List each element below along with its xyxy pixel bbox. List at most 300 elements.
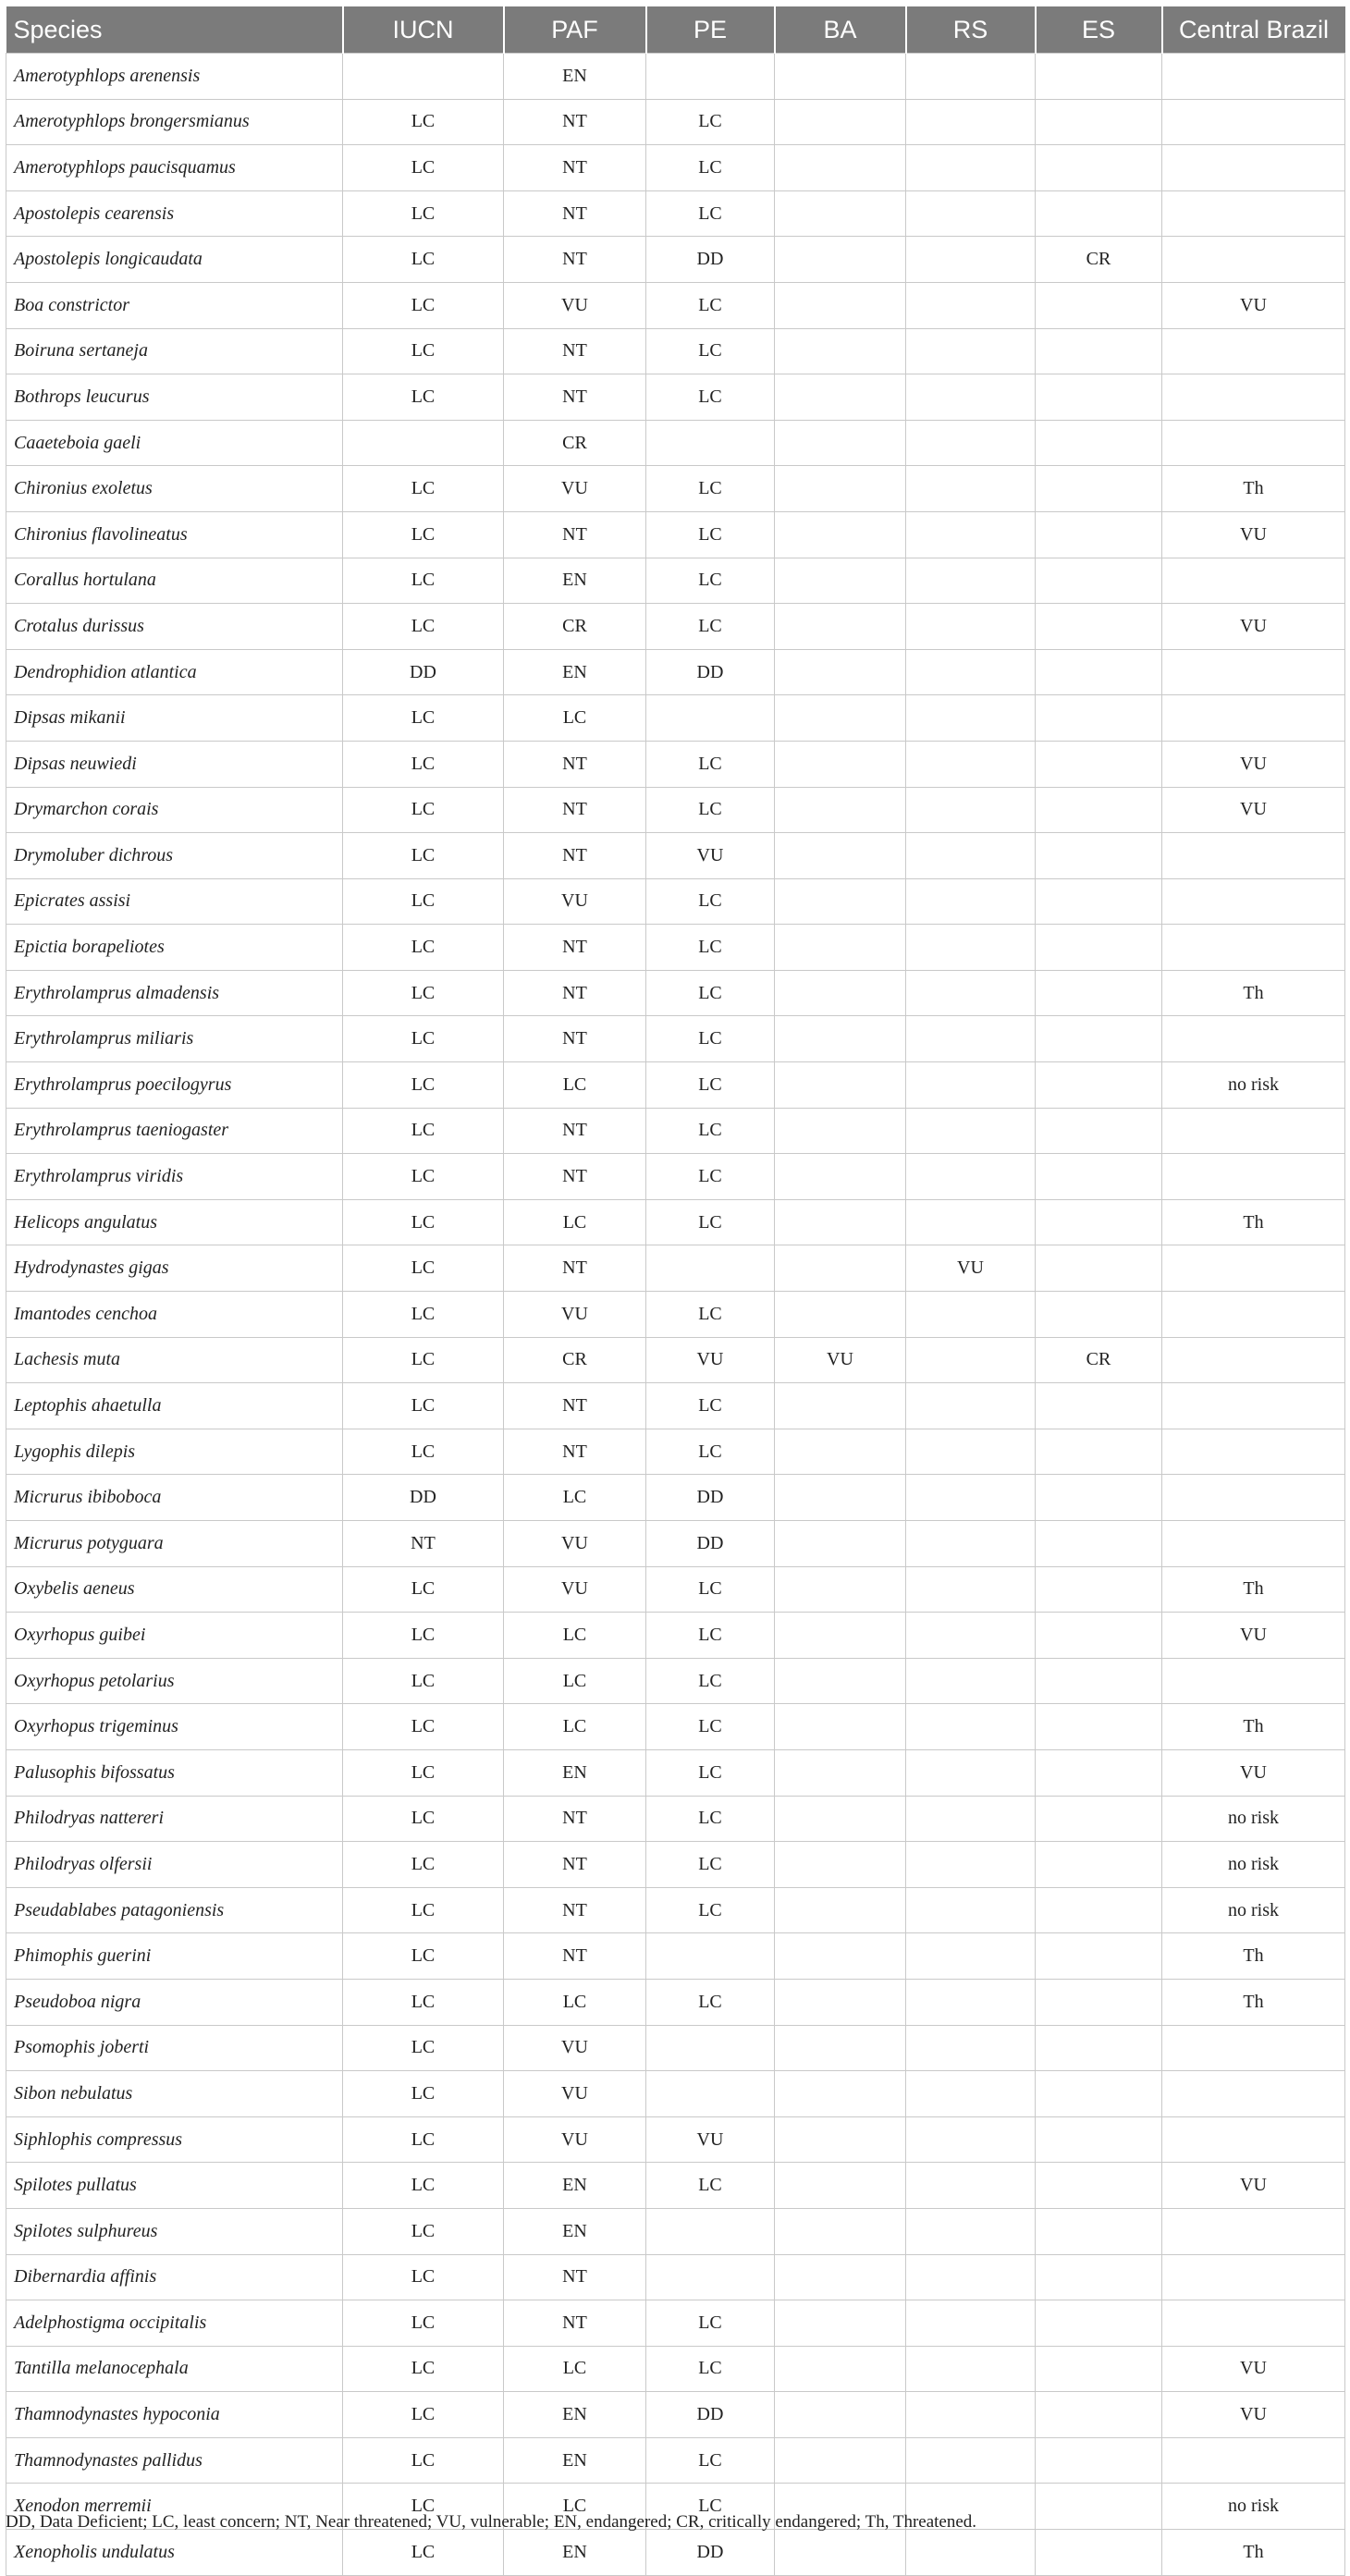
status-cell-es xyxy=(1036,2208,1162,2254)
status-cell-pe: LC xyxy=(646,328,775,374)
status-cell-rs xyxy=(906,1292,1036,1338)
status-cell-es xyxy=(1036,1933,1162,1980)
status-cell-iucn: LC xyxy=(343,328,504,374)
status-cell-pe: LC xyxy=(646,878,775,925)
status-cell-ba xyxy=(775,328,906,374)
status-cell-ba xyxy=(775,925,906,971)
status-cell-paf: NT xyxy=(504,1887,646,1933)
status-cell-central-brazil xyxy=(1162,1245,1345,1292)
status-cell-pe: LC xyxy=(646,2346,775,2392)
status-cell-paf: EN xyxy=(504,2208,646,2254)
status-cell-central-brazil xyxy=(1162,878,1345,925)
status-cell-central-brazil xyxy=(1162,558,1345,604)
status-cell-paf: VU xyxy=(504,1566,646,1613)
status-cell-iucn: LC xyxy=(343,1383,504,1429)
table-row xyxy=(6,190,1345,237)
status-cell-iucn: LC xyxy=(343,2392,504,2438)
status-cell-central-brazil: no risk xyxy=(1162,2484,1345,2530)
column-header-rs: RS xyxy=(906,6,1036,54)
status-cell-pe: LC xyxy=(646,1292,775,1338)
status-cell-paf: NT xyxy=(504,145,646,191)
table-row xyxy=(6,1887,1345,1933)
table-row xyxy=(6,1475,1345,1521)
status-cell-es xyxy=(1036,190,1162,237)
table-row xyxy=(6,1566,1345,1613)
status-cell-ba xyxy=(775,2530,906,2576)
status-cell-pe: LC xyxy=(646,2437,775,2484)
status-cell-rs xyxy=(906,328,1036,374)
status-cell-es xyxy=(1036,833,1162,879)
status-cell-central-brazil: VU xyxy=(1162,2163,1345,2209)
status-cell-central-brazil: no risk xyxy=(1162,1062,1345,1109)
status-cell-central-brazil: VU xyxy=(1162,1749,1345,1796)
status-cell-es xyxy=(1036,787,1162,833)
status-cell-iucn: LC xyxy=(343,1429,504,1475)
species-name-cell: Dibernardia affinis xyxy=(6,2254,343,2300)
status-cell-central-brazil xyxy=(1162,1292,1345,1338)
species-name-cell: Erythrolamprus almadensis xyxy=(6,970,343,1016)
status-cell-rs xyxy=(906,2392,1036,2438)
status-cell-central-brazil xyxy=(1162,833,1345,879)
status-cell-ba xyxy=(775,2300,906,2347)
status-cell-ba xyxy=(775,787,906,833)
status-cell-es xyxy=(1036,1062,1162,1109)
status-cell-ba xyxy=(775,1933,906,1980)
status-cell-ba xyxy=(775,649,906,695)
species-name-cell: Xenodon merremii xyxy=(6,2484,343,2530)
status-cell-iucn: LC xyxy=(343,237,504,283)
status-cell-central-brazil xyxy=(1162,1337,1345,1383)
status-cell-iucn: LC xyxy=(343,1154,504,1200)
table-row xyxy=(6,604,1345,650)
status-cell-pe: LC xyxy=(646,1613,775,1659)
status-cell-rs xyxy=(906,558,1036,604)
status-cell-paf: VU xyxy=(504,1521,646,1567)
status-cell-paf: VU xyxy=(504,282,646,328)
species-name-cell: Oxyrhopus petolarius xyxy=(6,1658,343,1704)
table-row xyxy=(6,2116,1345,2163)
species-name-cell: Pseudoboa nigra xyxy=(6,1979,343,2025)
status-cell-central-brazil xyxy=(1162,374,1345,421)
status-cell-pe: LC xyxy=(646,558,775,604)
status-cell-ba xyxy=(775,2254,906,2300)
status-cell-rs xyxy=(906,695,1036,742)
status-cell-paf: LC xyxy=(504,1199,646,1245)
column-header-ba: BA xyxy=(775,6,906,54)
species-name-cell: Boiruna sertaneja xyxy=(6,328,343,374)
species-name-cell: Boa constrictor xyxy=(6,282,343,328)
species-name-cell: Spilotes pullatus xyxy=(6,2163,343,2209)
status-cell-central-brazil: VU xyxy=(1162,511,1345,558)
species-name-cell: Tantilla melanocephala xyxy=(6,2346,343,2392)
status-cell-rs xyxy=(906,1749,1036,1796)
table-row xyxy=(6,1704,1345,1750)
column-header-iucn: IUCN xyxy=(343,6,504,54)
status-cell-ba xyxy=(775,1521,906,1567)
status-cell-pe: DD xyxy=(646,1475,775,1521)
status-cell-central-brazil xyxy=(1162,99,1345,145)
species-name-cell: Micrurus ibiboboca xyxy=(6,1475,343,1521)
table-row xyxy=(6,54,1345,100)
status-cell-paf: VU xyxy=(504,878,646,925)
status-cell-paf: CR xyxy=(504,1337,646,1383)
species-name-cell: Apostolepis cearensis xyxy=(6,190,343,237)
status-cell-pe: LC xyxy=(646,1154,775,1200)
status-cell-central-brazil: Th xyxy=(1162,466,1345,512)
status-cell-pe: LC xyxy=(646,1199,775,1245)
species-name-cell: Lachesis muta xyxy=(6,1337,343,1383)
table-row xyxy=(6,2346,1345,2392)
status-cell-paf: VU xyxy=(504,466,646,512)
status-cell-paf: EN xyxy=(504,2163,646,2209)
status-cell-ba xyxy=(775,190,906,237)
status-cell-central-brazil xyxy=(1162,649,1345,695)
table-row xyxy=(6,1383,1345,1429)
status-cell-pe: DD xyxy=(646,2530,775,2576)
status-cell-rs: VU xyxy=(906,1245,1036,1292)
status-cell-rs xyxy=(906,2025,1036,2071)
species-name-cell: Chironius exoletus xyxy=(6,466,343,512)
status-cell-paf: NT xyxy=(504,1933,646,1980)
status-cell-rs xyxy=(906,466,1036,512)
table-row xyxy=(6,1016,1345,1062)
status-cell-rs xyxy=(906,1062,1036,1109)
status-cell-paf: NT xyxy=(504,741,646,787)
status-cell-pe: VU xyxy=(646,1337,775,1383)
status-cell-central-brazil xyxy=(1162,328,1345,374)
table-row xyxy=(6,1108,1345,1154)
status-cell-es xyxy=(1036,1475,1162,1521)
species-name-cell: Oxybelis aeneus xyxy=(6,1566,343,1613)
status-cell-rs xyxy=(906,2437,1036,2484)
status-cell-central-brazil xyxy=(1162,54,1345,100)
status-cell-central-brazil xyxy=(1162,190,1345,237)
table-row xyxy=(6,1796,1345,1842)
species-name-cell: Xenopholis undulatus xyxy=(6,2530,343,2576)
status-cell-pe: LC xyxy=(646,787,775,833)
status-cell-es xyxy=(1036,511,1162,558)
status-cell-rs xyxy=(906,1199,1036,1245)
status-cell-central-brazil xyxy=(1162,925,1345,971)
status-cell-es xyxy=(1036,1108,1162,1154)
status-cell-ba xyxy=(775,1199,906,1245)
status-cell-rs xyxy=(906,2163,1036,2209)
species-name-cell: Apostolepis longicaudata xyxy=(6,237,343,283)
status-cell-paf: LC xyxy=(504,2484,646,2530)
table-row xyxy=(6,1154,1345,1200)
status-cell-rs xyxy=(906,1337,1036,1383)
status-cell-es xyxy=(1036,328,1162,374)
status-cell-paf: NT xyxy=(504,1429,646,1475)
status-cell-es xyxy=(1036,2254,1162,2300)
status-cell-rs xyxy=(906,1979,1036,2025)
status-cell-ba xyxy=(775,1658,906,1704)
status-cell-rs xyxy=(906,1842,1036,1888)
status-cell-ba xyxy=(775,1108,906,1154)
status-cell-es xyxy=(1036,1613,1162,1659)
status-cell-rs xyxy=(906,604,1036,650)
species-name-cell: Epictia borapeliotes xyxy=(6,925,343,971)
status-cell-rs xyxy=(906,99,1036,145)
status-cell-iucn: LC xyxy=(343,1749,504,1796)
status-cell-paf: NT xyxy=(504,2254,646,2300)
species-name-cell: Micrurus potyguara xyxy=(6,1521,343,1567)
status-cell-paf: NT xyxy=(504,328,646,374)
species-name-cell: Siphlophis compressus xyxy=(6,2116,343,2163)
status-cell-es xyxy=(1036,1979,1162,2025)
status-cell-paf: VU xyxy=(504,2116,646,2163)
status-cell-iucn: LC xyxy=(343,1796,504,1842)
table-row xyxy=(6,833,1345,879)
status-cell-paf: EN xyxy=(504,558,646,604)
status-cell-central-brazil xyxy=(1162,2025,1345,2071)
status-cell-central-brazil: no risk xyxy=(1162,1842,1345,1888)
status-cell-ba xyxy=(775,833,906,879)
status-cell-ba xyxy=(775,99,906,145)
status-cell-pe xyxy=(646,695,775,742)
status-cell-pe: LC xyxy=(646,466,775,512)
status-cell-ba xyxy=(775,878,906,925)
table-row xyxy=(6,420,1345,466)
table-row xyxy=(6,787,1345,833)
status-cell-central-brazil xyxy=(1162,2300,1345,2347)
table-row xyxy=(6,2437,1345,2484)
status-cell-rs xyxy=(906,878,1036,925)
status-cell-pe: LC xyxy=(646,1704,775,1750)
table-row xyxy=(6,970,1345,1016)
species-name-cell: Spilotes sulphureus xyxy=(6,2208,343,2254)
status-cell-central-brazil xyxy=(1162,1521,1345,1567)
status-cell-iucn: LC xyxy=(343,1658,504,1704)
table-row xyxy=(6,2300,1345,2347)
table-row xyxy=(6,1292,1345,1338)
status-cell-pe: LC xyxy=(646,374,775,421)
status-cell-ba xyxy=(775,1979,906,2025)
status-cell-iucn: LC xyxy=(343,1292,504,1338)
status-cell-central-brazil xyxy=(1162,1383,1345,1429)
status-cell-rs xyxy=(906,237,1036,283)
status-cell-pe xyxy=(646,420,775,466)
status-cell-central-brazil xyxy=(1162,1429,1345,1475)
status-cell-paf: CR xyxy=(504,604,646,650)
status-cell-es xyxy=(1036,649,1162,695)
status-cell-rs xyxy=(906,1108,1036,1154)
status-cell-iucn: LC xyxy=(343,1016,504,1062)
species-name-cell: Thamnodynastes hypoconia xyxy=(6,2392,343,2438)
column-header-central-brazil: Central Brazil xyxy=(1162,6,1345,54)
column-header-species: Species xyxy=(6,6,343,54)
status-cell-central-brazil xyxy=(1162,695,1345,742)
table-row xyxy=(6,1979,1345,2025)
table-row xyxy=(6,1613,1345,1659)
status-cell-pe: LC xyxy=(646,1429,775,1475)
status-cell-central-brazil: Th xyxy=(1162,1566,1345,1613)
status-cell-ba xyxy=(775,1796,906,1842)
status-cell-central-brazil: Th xyxy=(1162,2530,1345,2576)
status-cell-pe: LC xyxy=(646,282,775,328)
table-row xyxy=(6,741,1345,787)
column-header-es: ES xyxy=(1036,6,1162,54)
species-name-cell: Corallus hortulana xyxy=(6,558,343,604)
status-cell-es xyxy=(1036,1383,1162,1429)
status-cell-rs xyxy=(906,374,1036,421)
status-cell-paf: NT xyxy=(504,833,646,879)
species-name-cell: Amerotyphlops paucisquamus xyxy=(6,145,343,191)
table-row xyxy=(6,925,1345,971)
status-cell-paf: NT xyxy=(504,99,646,145)
status-cell-es xyxy=(1036,1842,1162,1888)
status-cell-rs xyxy=(906,1887,1036,1933)
species-name-cell: Erythrolamprus viridis xyxy=(6,1154,343,1200)
status-cell-es xyxy=(1036,2530,1162,2576)
status-cell-paf: CR xyxy=(504,420,646,466)
status-cell-ba xyxy=(775,1292,906,1338)
status-cell-es xyxy=(1036,282,1162,328)
status-cell-pe: LC xyxy=(646,511,775,558)
status-cell-pe xyxy=(646,2071,775,2117)
status-cell-iucn: LC xyxy=(343,2437,504,2484)
species-name-cell: Palusophis bifossatus xyxy=(6,1749,343,1796)
table-row xyxy=(6,237,1345,283)
status-cell-es xyxy=(1036,695,1162,742)
status-cell-pe: VU xyxy=(646,833,775,879)
status-cell-iucn: LC xyxy=(343,2346,504,2392)
table-row xyxy=(6,2025,1345,2071)
species-name-cell: Bothrops leucurus xyxy=(6,374,343,421)
status-cell-iucn: LC xyxy=(343,2071,504,2117)
status-cell-central-brazil: Th xyxy=(1162,1979,1345,2025)
status-cell-paf: EN xyxy=(504,2392,646,2438)
table-row xyxy=(6,511,1345,558)
status-cell-iucn: LC xyxy=(343,2484,504,2530)
status-cell-iucn xyxy=(343,54,504,100)
table-row xyxy=(6,99,1345,145)
table-footnote: DD, Data Deficient; LC, least concern; NT, Near threatened; VU, vulnerable; EN, endangered; CR, critically endangered; Th, Threatened. xyxy=(6,2512,977,2532)
table-row xyxy=(6,145,1345,191)
status-cell-iucn: LC xyxy=(343,466,504,512)
status-cell-es xyxy=(1036,2071,1162,2117)
status-cell-central-brazil: VU xyxy=(1162,1613,1345,1659)
species-name-cell: Helicops angulatus xyxy=(6,1199,343,1245)
species-name-cell: Adelphostigma occipitalis xyxy=(6,2300,343,2347)
status-cell-ba xyxy=(775,695,906,742)
status-cell-pe: LC xyxy=(646,190,775,237)
status-cell-pe: LC xyxy=(646,1979,775,2025)
species-name-cell: Hydrodynastes gigas xyxy=(6,1245,343,1292)
status-cell-rs xyxy=(906,2116,1036,2163)
table-row xyxy=(6,878,1345,925)
status-cell-ba xyxy=(775,511,906,558)
status-cell-rs xyxy=(906,2530,1036,2576)
status-cell-central-brazil: no risk xyxy=(1162,1796,1345,1842)
status-cell-rs xyxy=(906,741,1036,787)
status-cell-es xyxy=(1036,1245,1162,1292)
table-header-row xyxy=(6,6,1345,54)
status-cell-es xyxy=(1036,1016,1162,1062)
status-cell-paf: NT xyxy=(504,1383,646,1429)
status-cell-ba xyxy=(775,1062,906,1109)
status-cell-paf: NT xyxy=(504,374,646,421)
table-row xyxy=(6,2530,1345,2576)
status-cell-ba xyxy=(775,1429,906,1475)
table-row xyxy=(6,1199,1345,1245)
status-cell-ba: VU xyxy=(775,1337,906,1383)
status-cell-central-brazil xyxy=(1162,2071,1345,2117)
status-cell-iucn: LC xyxy=(343,190,504,237)
status-cell-pe: LC xyxy=(646,2484,775,2530)
status-cell-central-brazil xyxy=(1162,2254,1345,2300)
status-cell-central-brazil xyxy=(1162,1108,1345,1154)
status-cell-iucn xyxy=(343,420,504,466)
status-cell-paf: NT xyxy=(504,1108,646,1154)
status-cell-rs xyxy=(906,833,1036,879)
status-cell-rs xyxy=(906,420,1036,466)
status-cell-es xyxy=(1036,878,1162,925)
status-cell-iucn: LC xyxy=(343,2163,504,2209)
status-cell-rs xyxy=(906,145,1036,191)
status-cell-paf: EN xyxy=(504,2530,646,2576)
status-cell-rs xyxy=(906,649,1036,695)
status-cell-iucn: LC xyxy=(343,787,504,833)
status-cell-pe xyxy=(646,1933,775,1980)
status-cell-iucn: LC xyxy=(343,1933,504,1980)
table-row xyxy=(6,1658,1345,1704)
species-name-cell: Philodryas olfersii xyxy=(6,1842,343,1888)
status-cell-iucn: LC xyxy=(343,99,504,145)
table-row xyxy=(6,374,1345,421)
column-header-pe: PE xyxy=(646,6,775,54)
status-cell-es xyxy=(1036,1704,1162,1750)
status-cell-es xyxy=(1036,2437,1162,2484)
status-cell-pe: VU xyxy=(646,2116,775,2163)
status-cell-central-brazil: Th xyxy=(1162,1704,1345,1750)
status-cell-paf: NT xyxy=(504,190,646,237)
status-cell-rs xyxy=(906,2208,1036,2254)
status-cell-iucn: LC xyxy=(343,878,504,925)
species-name-cell: Oxyrhopus trigeminus xyxy=(6,1704,343,1750)
species-name-cell: Caaeteboia gaeli xyxy=(6,420,343,466)
status-cell-es xyxy=(1036,1521,1162,1567)
status-cell-es xyxy=(1036,54,1162,100)
status-cell-ba xyxy=(775,2392,906,2438)
status-cell-pe xyxy=(646,2254,775,2300)
table-row xyxy=(6,1521,1345,1567)
status-cell-iucn: LC xyxy=(343,2254,504,2300)
status-cell-ba xyxy=(775,282,906,328)
status-cell-es xyxy=(1036,1292,1162,1338)
status-cell-es xyxy=(1036,420,1162,466)
status-cell-es: CR xyxy=(1036,237,1162,283)
species-name-cell: Dendrophidion atlantica xyxy=(6,649,343,695)
status-cell-pe: LC xyxy=(646,1749,775,1796)
status-cell-central-brazil: Th xyxy=(1162,970,1345,1016)
status-cell-rs xyxy=(906,2254,1036,2300)
status-cell-pe xyxy=(646,2208,775,2254)
status-cell-pe: LC xyxy=(646,2300,775,2347)
status-cell-iucn: LC xyxy=(343,1979,504,2025)
status-cell-pe xyxy=(646,1245,775,1292)
status-cell-iucn: LC xyxy=(343,2116,504,2163)
status-cell-rs xyxy=(906,1383,1036,1429)
status-cell-iucn: LC xyxy=(343,695,504,742)
status-cell-es xyxy=(1036,2346,1162,2392)
status-cell-es xyxy=(1036,925,1162,971)
status-cell-ba xyxy=(775,970,906,1016)
table-row xyxy=(6,466,1345,512)
status-cell-pe: LC xyxy=(646,1796,775,1842)
status-cell-central-brazil xyxy=(1162,2208,1345,2254)
status-cell-ba xyxy=(775,741,906,787)
